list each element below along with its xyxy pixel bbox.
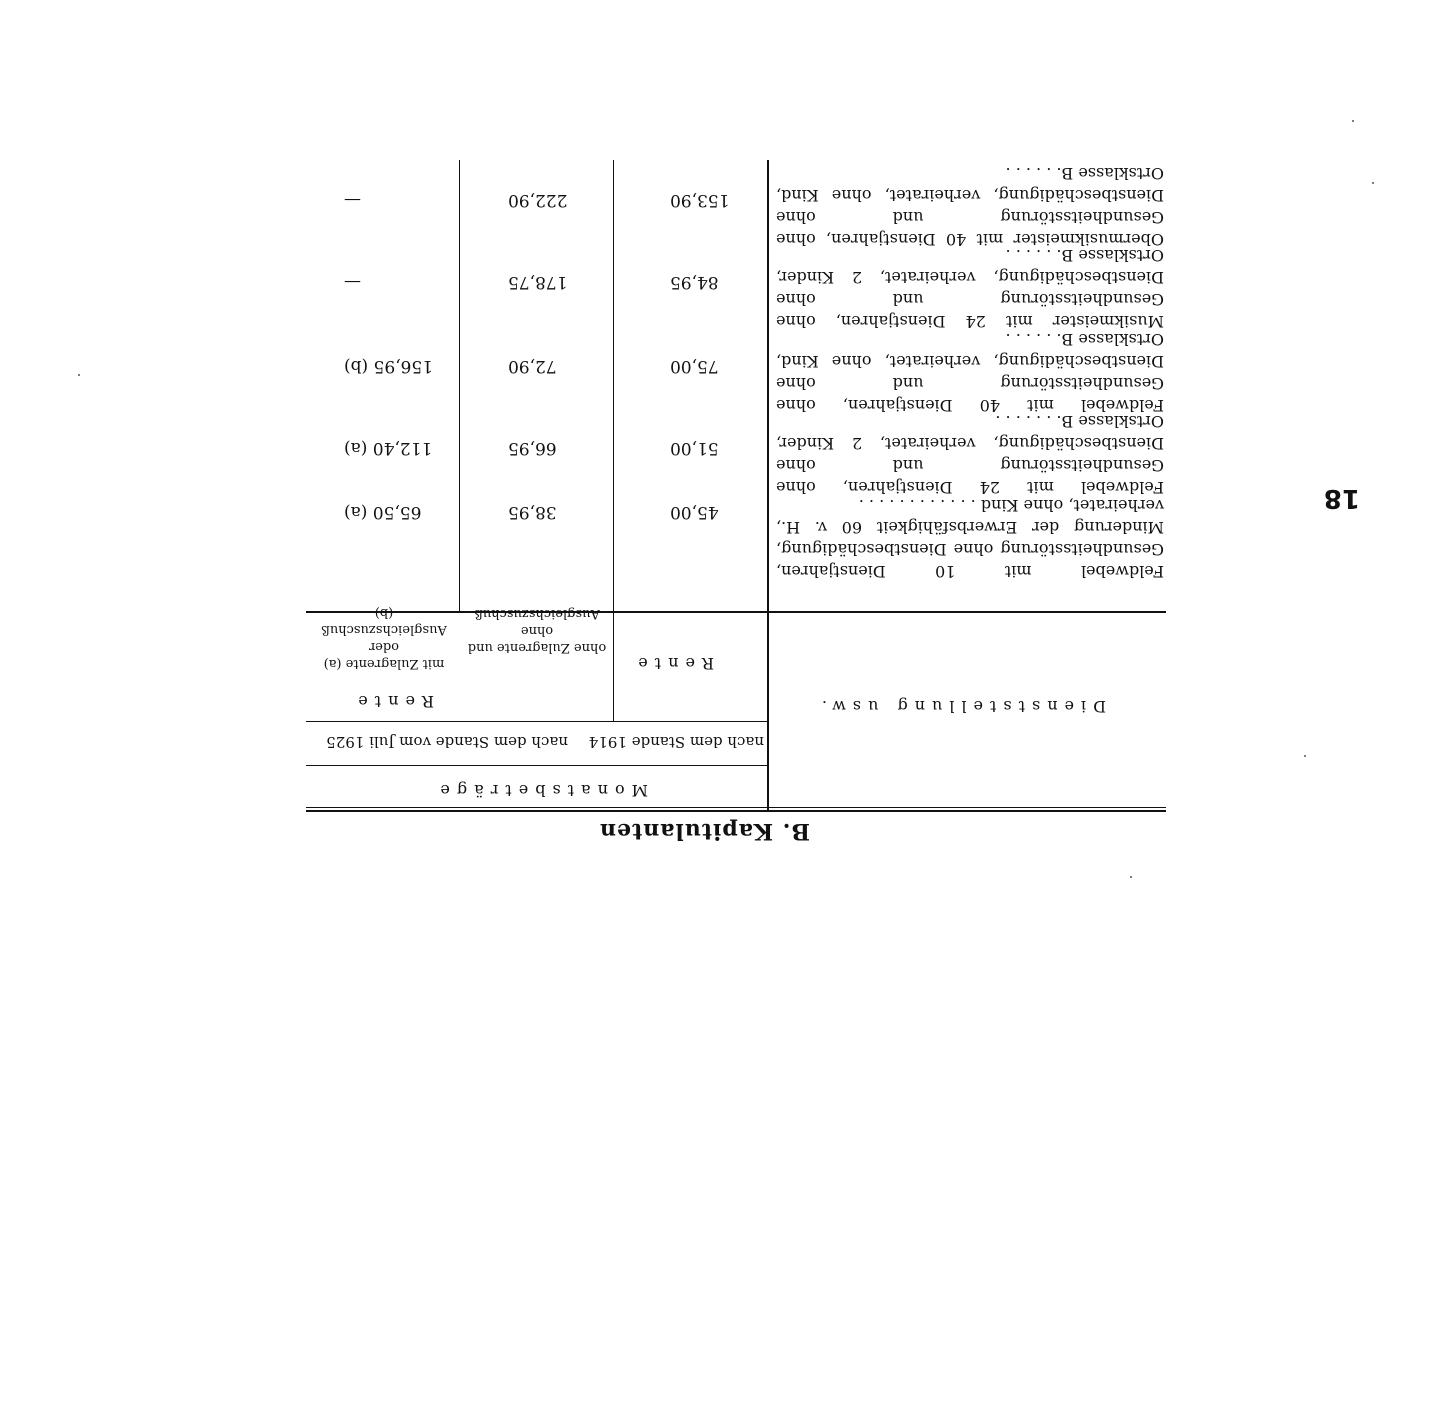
value-rente-1914: 45,00 <box>670 502 719 522</box>
row-description: Feldwebel mit 10 Dienstjahren, Gesundheitsstörung ohne Dienstbeschädigung, Minderung der Erwerbsfähigkeit 60 v. H., verheiratet, ohne Kind . . . . . . . . . . . . <box>776 496 1164 581</box>
value-mit-zulage: — <box>344 190 361 210</box>
scan-speck <box>78 374 80 376</box>
scan-speck <box>1304 755 1306 757</box>
value-ohne-zulage: 72,90 <box>508 356 557 376</box>
value-mit-zulage: 65,50 (a) <box>344 502 422 522</box>
row-description: Feldwebel mit 40 Dienstjahren, ohne Gesundheitsstörung und ohne Dienstbeschädigung, verheiratet, ohne Kind, Ortsklasse B. . . . . . <box>776 330 1164 415</box>
value-rente-1914: 84,95 <box>670 272 719 292</box>
value-ohne-zulage: 66,95 <box>508 438 557 458</box>
header-rente-1914: Rente <box>631 654 714 673</box>
header-rule-1 <box>306 765 767 766</box>
value-mit-zulage: — <box>344 272 361 292</box>
col-sep-rente <box>459 160 460 612</box>
page-number: 18 <box>1323 483 1360 513</box>
value-ohne-zulage: 178,75 <box>508 272 568 292</box>
section-title: B. Kapitulanten <box>599 818 810 844</box>
value-rente-1914: 51,00 <box>670 438 719 458</box>
value-ohne-zulage: 222,90 <box>508 190 568 210</box>
header-ohne-zulage: ohne Zulagrente und ohne Ausgleichszuschuß <box>467 606 607 655</box>
row-description: Feldwebel mit 24 Dienstjahren, ohne Gesundheitsstörung und ohne Dienstbeschädigung, verheiratet, 2 Kinder, Ortsklasse B. . . . . . . <box>776 412 1164 497</box>
value-mit-zulage: 156,95 (b) <box>344 356 434 376</box>
table-top-rule <box>306 810 1166 812</box>
header-stand-1914: nach dem Stande 1914 <box>588 733 764 751</box>
scan-speck <box>1352 120 1354 122</box>
header-dienststellung: Dienststellung usw. <box>814 697 1106 716</box>
scan-speck <box>1130 876 1132 878</box>
header-rule-2 <box>306 721 767 722</box>
value-ohne-zulage: 38,95 <box>508 502 557 522</box>
col-sep-1914 <box>613 160 614 722</box>
value-rente-1914: 153,90 <box>670 190 730 210</box>
header-mit-zulage: mit Zulagrente (a) oder Ausgleichszuschuß (b) <box>321 605 447 671</box>
row-description: Obermusikmeister mit 40 Dienstjahren, ohne Gesundheitsstörung und ohne Dienstbeschädigung, verheiratet, ohne Kind, Ortsklasse B. . . . . . <box>776 164 1164 249</box>
scan-speck <box>1372 182 1374 184</box>
header-stand-1925: nach dem Stande vom Juli 1925 <box>326 733 568 751</box>
col-sep-main <box>767 160 769 812</box>
value-mit-zulage: 112,40 (a) <box>344 438 433 458</box>
value-rente-1914: 75,00 <box>670 356 719 376</box>
row-description: Musikmeister mit 24 Dienstjahren, ohne Gesundheitsstörung und ohne Dienstbeschädigung, verheiratet, 2 Kinder, Ortsklasse B. . . . . . <box>776 246 1164 331</box>
table-top-rule-2 <box>306 807 1166 808</box>
header-rente-1925: Rente <box>351 692 434 711</box>
header-monatsbetraege: Monatsbeträge <box>433 781 648 800</box>
